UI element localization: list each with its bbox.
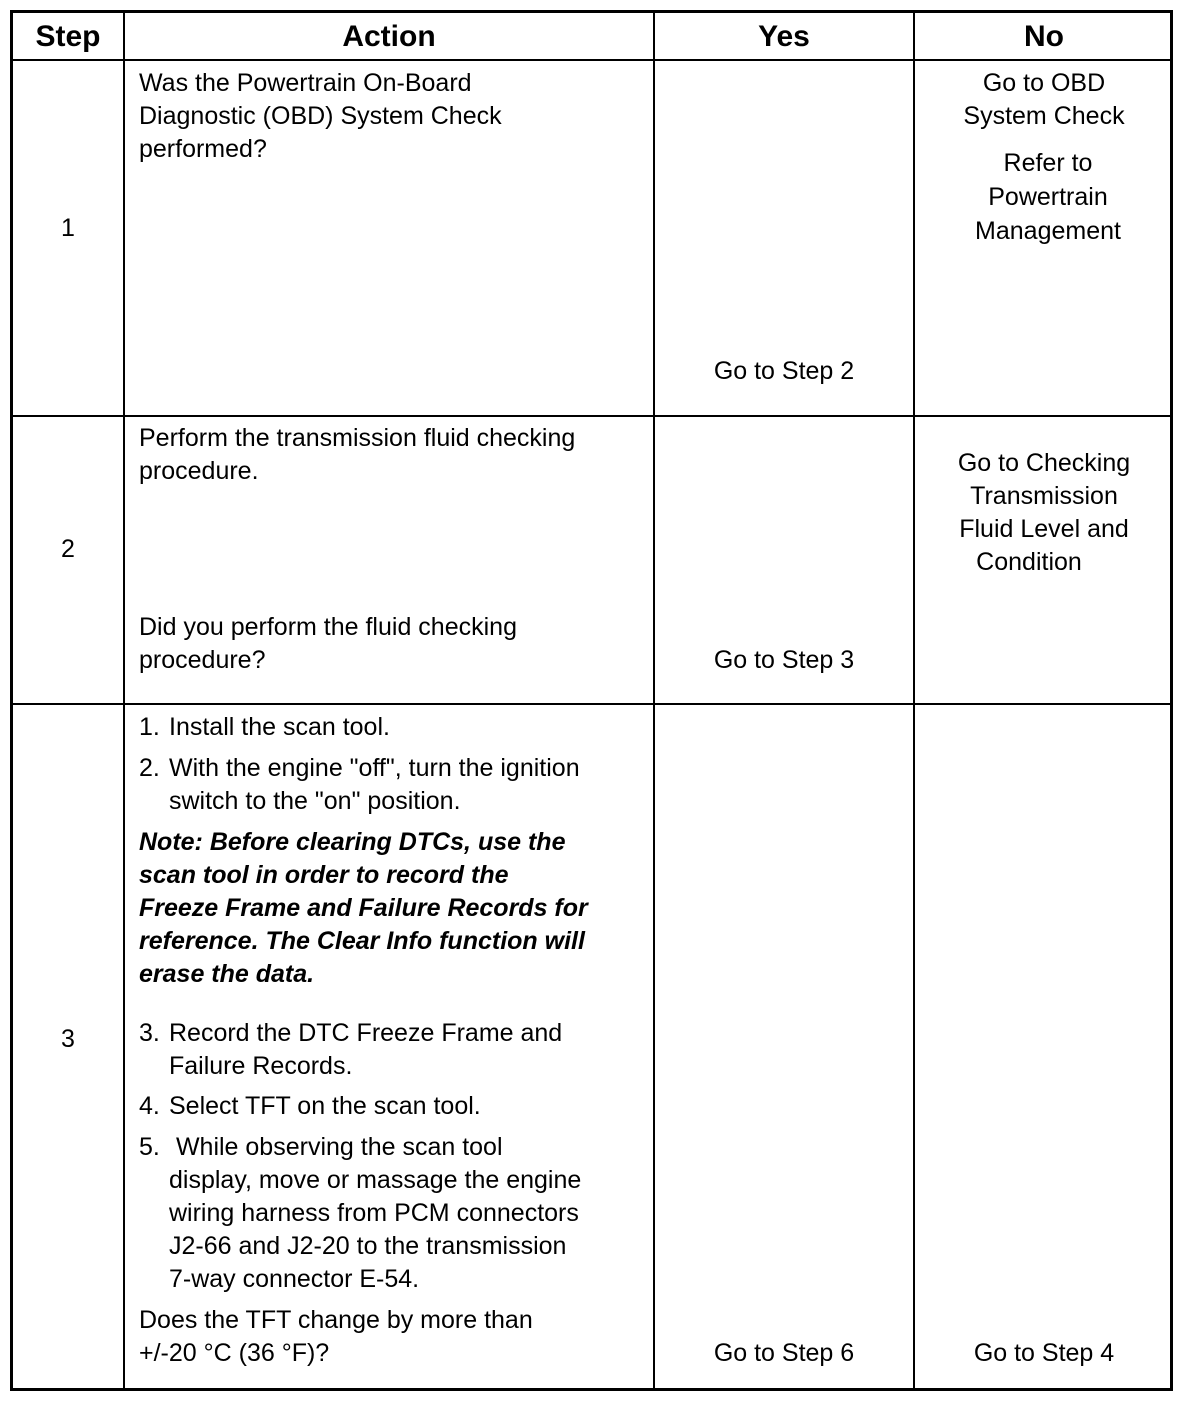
row3-item-3: 3. Record the DTC Freeze Frame and Failure Records. [139, 1019, 563, 1080]
row1-yes: Go to Step 2 [713, 357, 855, 385]
column-divider [653, 13, 655, 1388]
row3-no: Go to Step 4 [973, 1339, 1115, 1367]
row3-item-2: 2. With the engine "off", turn the ignition switch to the "on" position. [139, 754, 580, 815]
row2-no: Go to Checking Transmission Fluid Level and Condition [957, 449, 1131, 576]
column-divider [913, 13, 915, 1388]
header-step: Step [35, 20, 101, 53]
row1-action: Was the Powertrain On-Board Diagnostic (OBD) System Check performed? [139, 69, 502, 163]
row3-note: Note: Before clearing DTCs, use the scan tool in order to record the Freeze Frame and Failure Records for reference. The Clear Info function will erase the data. [139, 828, 588, 988]
row-divider [13, 703, 1170, 705]
diagnostic-table [10, 10, 1173, 1391]
column-divider [123, 13, 125, 1388]
row1-step: 1 [61, 214, 75, 242]
row1-no-a: Go to OBD System Check [963, 69, 1125, 130]
row2-action-top: Perform the transmission fluid checking procedure. [139, 424, 576, 485]
header-yes: Yes [758, 20, 810, 53]
row1-no-b: Refer to Powertrain Management [975, 149, 1121, 245]
row3-item-5: 5. While observing the scan tool display, move or massage the engine wiring harness from PCM connectors J2-66 and J2-20 to the transmission 7-way connector E-54. [139, 1133, 582, 1293]
row-divider [13, 415, 1170, 417]
row3-question: Does the TFT change by more than +/-20 °C (36 °F)? [139, 1306, 533, 1367]
row2-yes: Go to Step 3 [713, 646, 855, 674]
row3-item-1: 1. Install the scan tool. [139, 713, 390, 741]
row3-yes: Go to Step 6 [713, 1339, 855, 1367]
row3-step: 3 [61, 1025, 75, 1053]
header-no: No [1024, 20, 1064, 53]
header-action: Action [342, 20, 436, 53]
row2-step: 2 [61, 535, 75, 563]
row3-item-4: 4. Select TFT on the scan tool. [139, 1092, 481, 1120]
row2-action-bottom: Did you perform the fluid checking procedure? [139, 613, 517, 674]
